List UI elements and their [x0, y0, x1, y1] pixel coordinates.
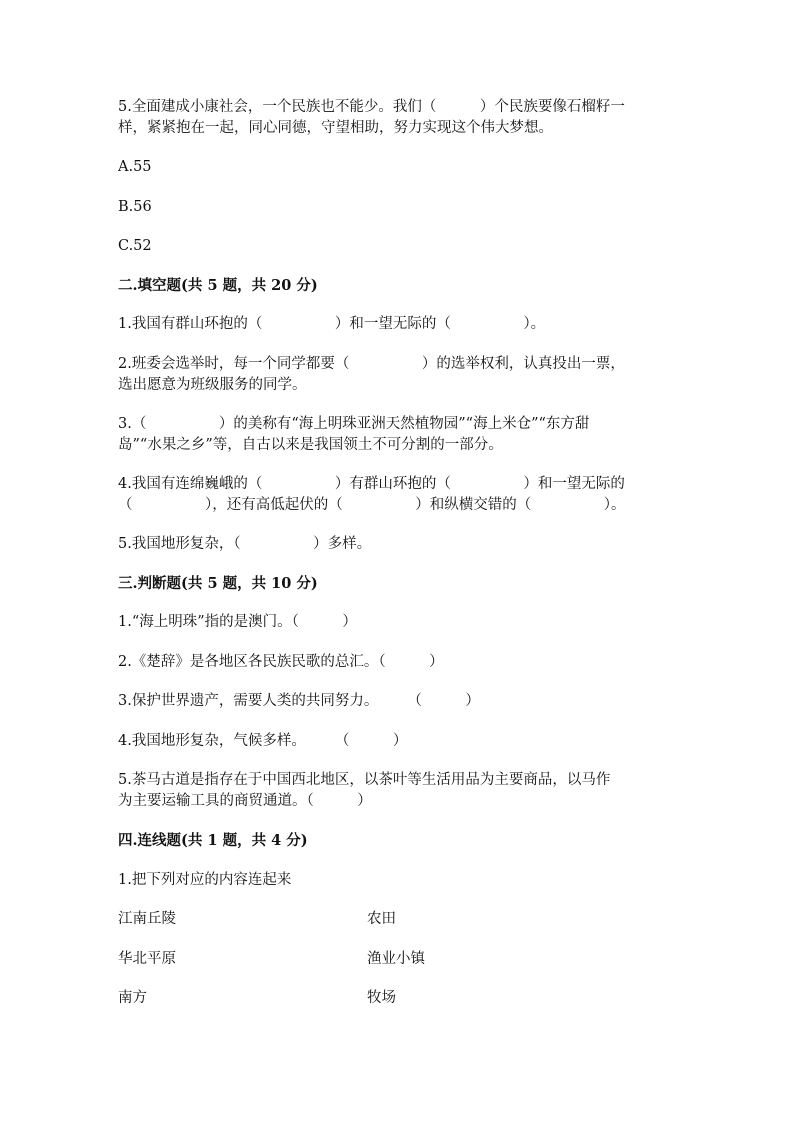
tf-question-2: 2.《楚辞》是各地区各民族民歌的总汇。（ ）: [118, 654, 444, 670]
fill-question-4-line2: （ ），还有高低起伏的（ ）和纵横交错的（ ）。: [118, 497, 626, 513]
matching-left-item-1: 江南丘陵: [118, 911, 176, 927]
mc-option-a: A.55: [118, 159, 152, 175]
fill-question-4-line1: 4.我国有连绵巍峨的（ ）有群山环抱的（ ）和一望无际的: [118, 476, 625, 492]
mc-option-b: B.56: [118, 199, 152, 215]
fill-question-3-line2: 岛”“水果之乡”等，自古以来是我国领土不可分割的一部分。: [118, 437, 503, 453]
matching-left-item-3: 南方: [118, 990, 147, 1006]
tf-question-4: 4.我国地形复杂，气候多样。 （ ）: [118, 733, 408, 749]
section-heading-fill-blank: 二.填空题(共 5 题，共 20 分): [118, 277, 318, 294]
matching-right-item-1: 农田: [367, 911, 396, 927]
section-heading-matching: 四.连线题(共 1 题，共 4 分): [118, 832, 308, 849]
fill-question-2-line1: 2.班委会选举时，每一个同学都要（ ）的选举权利，认真投出一票，: [118, 356, 625, 372]
fill-question-5: 5.我国地形复杂，（ ）多样。: [118, 536, 372, 552]
fill-question-3-line1: 3.（ ）的美称有“海上明珠亚洲天然植物园”“海上米仓”“东方甜: [118, 416, 590, 432]
matching-right-item-3: 牧场: [367, 990, 396, 1006]
matching-right-item-2: 渔业小镇: [367, 951, 425, 967]
fill-question-1: 1.我国有群山环抱的（ ）和一望无际的（ ）。: [118, 316, 546, 332]
section-heading-true-false: 三.判断题(共 5 题，共 10 分): [118, 575, 318, 592]
tf-question-3: 3.保护世界遗产，需要人类的共同努力。 （ ）: [118, 693, 480, 709]
tf-question-5-line2: 为主要运输工具的商贸通道。（ ）: [118, 793, 372, 809]
matching-question-1: 1.把下列对应的内容连起来: [118, 872, 292, 888]
fill-question-2-line2: 选出愿意为班级服务的同学。: [118, 377, 307, 393]
matching-left-item-2: 华北平原: [118, 951, 176, 967]
tf-question-1: 1.“海上明珠”指的是澳门。（ ）: [118, 614, 357, 630]
tf-question-5-line1: 5.茶马古道是指存在于中国西北地区，以茶叶等生活用品为主要商品，以马作: [118, 772, 611, 788]
mc-question-5-line2: 样，紧紧抱在一起，同心同德，守望相助，努力实现这个伟大梦想。: [118, 120, 553, 136]
mc-question-5-line1: 5.全面建成小康社会，一个民族也不能少。我们（ ）个民族要像石榴籽一: [118, 99, 625, 115]
mc-option-c: C.52: [118, 238, 152, 254]
